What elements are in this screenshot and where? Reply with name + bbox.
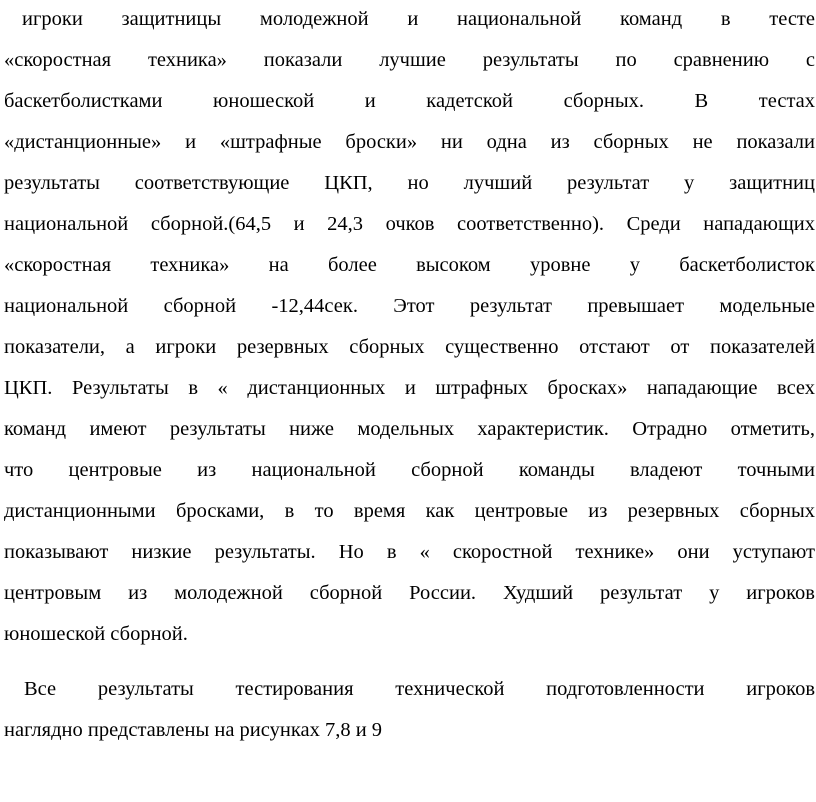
text-line: игроки защитницы молодежной и национальной команд в тесте [22, 8, 815, 30]
text-line: Все результаты тестирования технической подготовленности игроков [24, 678, 815, 700]
text-line: юношеской сборной. [4, 623, 188, 645]
text-line: «скоростная техника» показали лучшие результаты по сравнению с [4, 49, 815, 71]
text-line: национальной сборной -12,44сек. Этот результат превышает модельные [4, 295, 815, 317]
text-line: команд имеют результаты ниже модельных характеристик. Отрадно отметить, [4, 418, 815, 440]
text-line: показатели, а игроки резервных сборных существенно отстают от показателей [4, 336, 815, 358]
text-line: ЦКП. Результаты в « дистанционных и штрафных бросках» нападающие всех [4, 377, 815, 399]
text-line: дистанционными бросками, в то время как центровые из резервных сборных [4, 500, 815, 522]
text-line: «скоростная техника» на более высоком уровне у баскетболисток [4, 254, 815, 276]
text-line: что центровые из национальной сборной команды владеют точными [4, 459, 815, 481]
text-line: национальной сборной.(64,5 и 24,3 очков соответственно). Среди нападающих [4, 213, 815, 235]
text-line: «дистанционные» и «штрафные броски» ни одна из сборных не показали [4, 131, 815, 153]
text-line: баскетболистками юношеской и кадетской сборных. В тестах [4, 90, 815, 112]
text-line: наглядно представлены на рисунках 7,8 и 9 [4, 719, 383, 741]
text-line: центровым из молодежной сборной России. Худший результат у игроков [4, 582, 815, 604]
text-line: результаты соответствующие ЦКП, но лучший результат у защитниц [4, 172, 815, 194]
text-line: показывают низкие результаты. Но в « скоростной технике» они уступают [4, 541, 815, 563]
